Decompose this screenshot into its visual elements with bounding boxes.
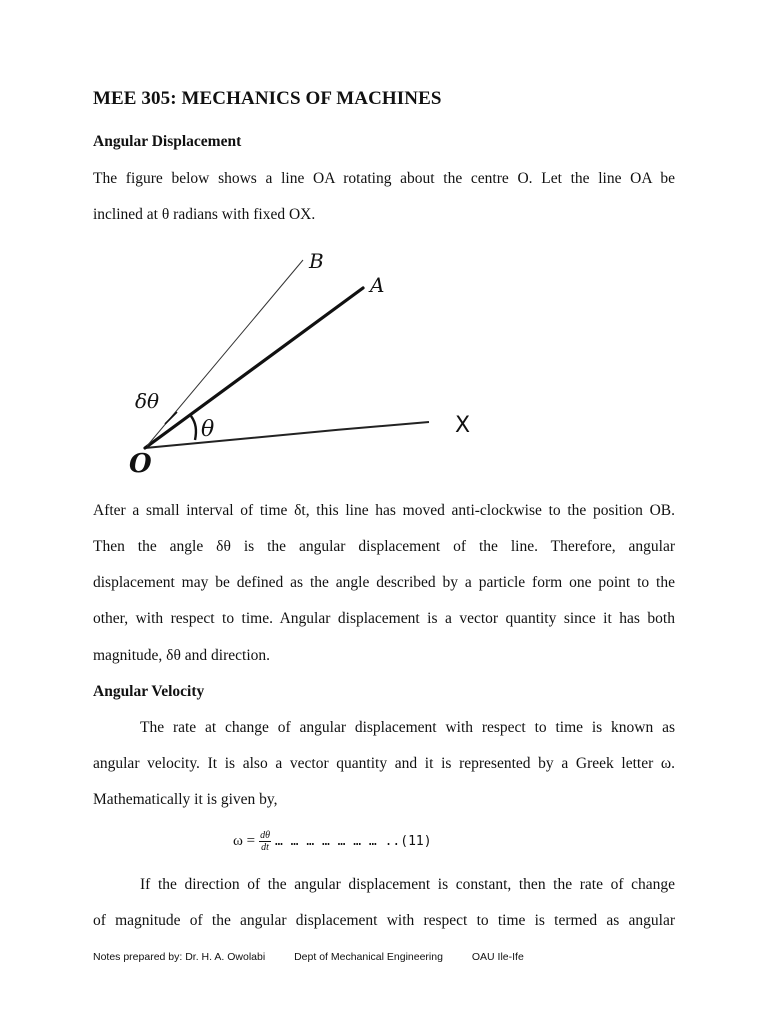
equation-number: (11) — [400, 834, 432, 849]
paragraph-line: The figure below shows a line OA rotating about the centre O. Let the line OA be — [93, 170, 675, 187]
footer-institution: OAU Ile-Ife — [471, 951, 524, 963]
label-o: O — [129, 449, 152, 479]
paragraph-line: Then the angle δθ is the angular displacement of the line. Therefore, angular — [93, 538, 675, 555]
page-title: MEE 305: MECHANICS OF MACHINES — [93, 88, 442, 109]
paragraph-line: other, with respect to time. Angular displacement is a vector quantity since it has both — [93, 610, 675, 627]
paragraph-line: magnitude, δθ and direction. — [93, 647, 271, 664]
heading-angular-displacement: Angular Displacement — [93, 133, 242, 150]
paragraph-line: After a small interval of time δt, this line has moved anti-clockwise to the position OB. — [93, 502, 675, 519]
line-oa — [145, 288, 363, 448]
equation-lhs: ω = — [233, 833, 256, 849]
paragraph-line: Mathematically it is given by, — [93, 791, 278, 808]
equation-fraction — [259, 830, 271, 853]
document-page — [93, 0, 675, 1024]
equation-11 — [233, 830, 432, 853]
label-theta: θ — [201, 417, 215, 442]
label-delta-theta: δθ — [135, 389, 160, 413]
footer-dept: Dept of Mechanical Engineering — [294, 951, 443, 963]
label-a: A — [370, 273, 385, 297]
footer-author: Notes prepared by: Dr. H. A. Owolabi — [93, 951, 266, 963]
equation-denominator: dt — [261, 842, 269, 853]
heading-angular-velocity: Angular Velocity — [93, 683, 205, 700]
paragraph-line: angular velocity. It is also a vector quantity and it is represented by a Greek letter ω. — [93, 755, 675, 772]
theta-arc — [191, 416, 196, 440]
paragraph-line: The rate at change of angular displacement with respect to time is known as — [140, 719, 675, 736]
label-b: B — [309, 249, 324, 273]
label-x: X — [455, 413, 471, 438]
paragraph-line: of magnitude of the angular displacement with respect to time is termed as angular — [93, 912, 675, 929]
rotating-line-figure — [113, 240, 493, 485]
line-ox — [145, 422, 429, 448]
equation-numerator: dθ — [260, 830, 271, 841]
equation-dots: … … … … … … … .. — [275, 834, 401, 849]
page-footer — [93, 951, 550, 963]
paragraph-line: inclined at θ radians with fixed OX. — [93, 206, 316, 223]
paragraph-line: If the direction of the angular displacement is constant, then the rate of change — [140, 876, 675, 893]
paragraph-line: displacement may be defined as the angle described by a particle form one point to the — [93, 574, 675, 591]
delta-theta-arc — [165, 412, 177, 424]
